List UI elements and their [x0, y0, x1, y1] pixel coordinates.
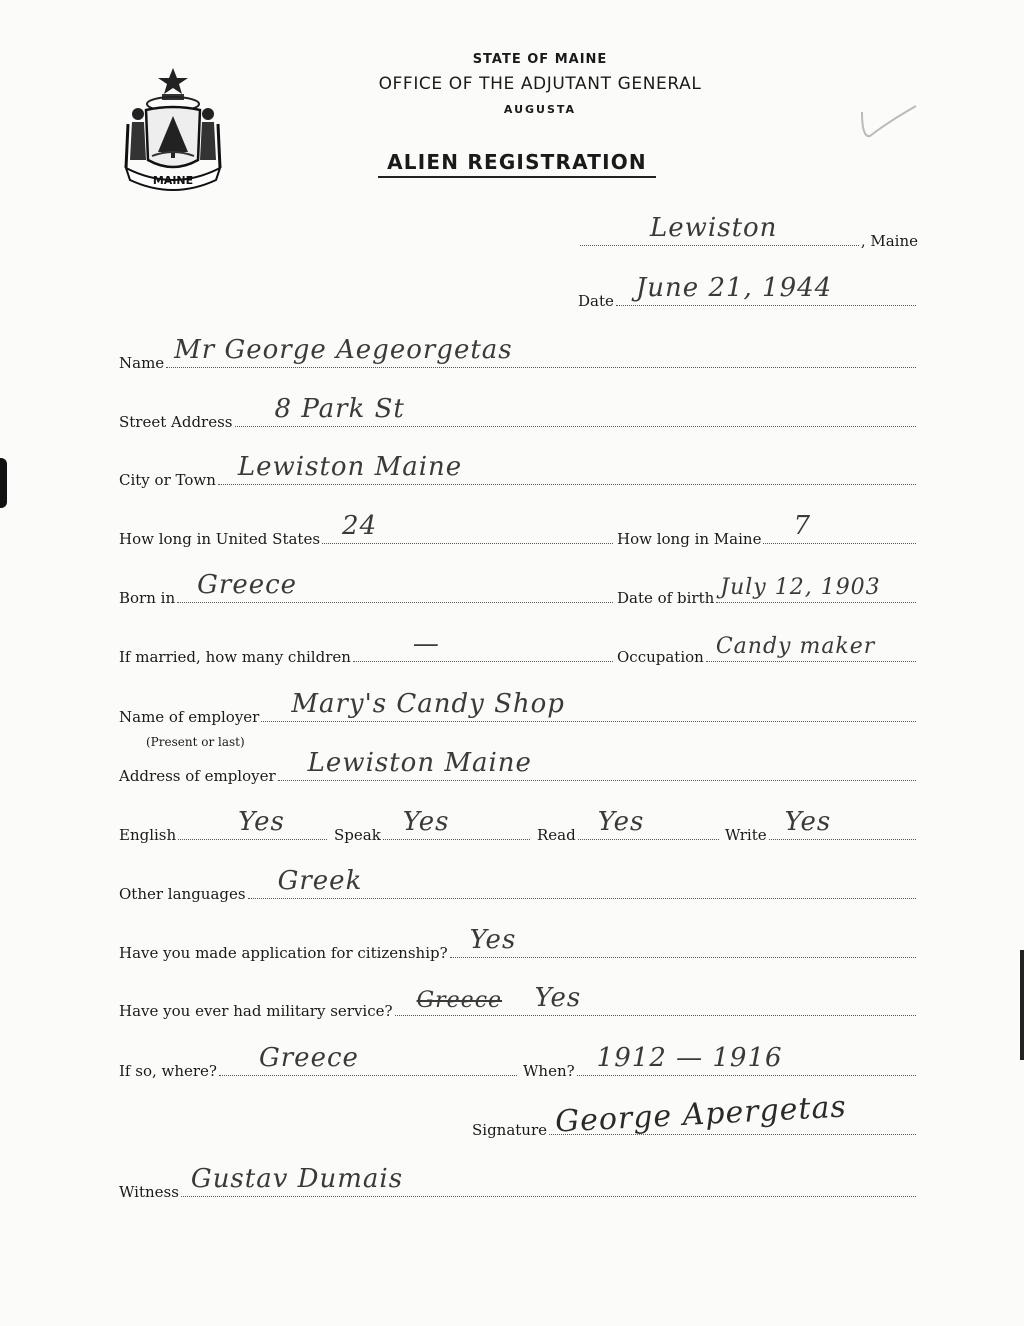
employer-row	[119, 689, 918, 726]
occupation-label: Occupation	[617, 648, 704, 666]
occupation-value: Candy maker	[715, 634, 876, 659]
date-row	[578, 273, 918, 310]
other-languages-line	[248, 866, 916, 899]
signature-row	[472, 1089, 918, 1140]
date-line	[616, 273, 916, 306]
citizenship-value: Yes	[469, 925, 517, 955]
street-row	[119, 394, 918, 431]
when-label: When?	[523, 1062, 575, 1080]
how-long-maine-row	[617, 511, 918, 548]
read-value: Yes	[597, 807, 645, 837]
write-row	[725, 807, 918, 844]
city-row	[119, 452, 918, 489]
where-value: Greece	[258, 1043, 359, 1073]
born-in-row	[119, 570, 615, 607]
city-line	[218, 452, 916, 485]
other-languages-value: Greek	[277, 866, 363, 896]
header-city: AUGUSTA	[503, 103, 577, 116]
military-struck-value: Greece	[416, 988, 503, 1013]
military-row	[119, 983, 918, 1020]
english-row	[119, 807, 329, 844]
born-in-value: Greece	[197, 570, 298, 600]
where-label: If so, where?	[119, 1062, 217, 1080]
where-row	[119, 1043, 519, 1080]
write-value: Yes	[784, 807, 832, 837]
name-line	[166, 335, 916, 368]
read-label: Read	[537, 826, 576, 844]
military-label: Have you ever had military service?	[119, 1002, 393, 1020]
name-label: Name	[119, 354, 165, 372]
how-long-maine-line	[763, 511, 916, 544]
born-in-label: Born in	[119, 589, 176, 607]
children-label: If married, how many children	[119, 648, 351, 666]
scan-edge-right	[1020, 950, 1024, 1060]
witness-line	[181, 1164, 916, 1197]
street-line	[235, 394, 916, 427]
employer-address-value: Lewiston Maine	[307, 748, 532, 778]
citizenship-label: Have you made application for citizenship?	[119, 944, 448, 962]
how-long-us-label: How long in United States	[119, 530, 321, 548]
location-row	[578, 213, 918, 250]
read-row	[537, 807, 721, 844]
other-languages-row	[119, 866, 918, 903]
born-in-line	[177, 570, 613, 603]
where-line	[219, 1043, 517, 1076]
date-of-birth-value: July 12, 1903	[720, 575, 881, 600]
speak-row	[334, 807, 532, 844]
english-label: English	[119, 826, 177, 844]
occupation-row	[617, 634, 918, 666]
scan-edge-left	[0, 458, 7, 508]
employer-label: Name of employer	[119, 708, 260, 726]
state-seal-icon	[118, 64, 228, 192]
other-languages-label: Other languages	[119, 885, 246, 903]
employer-address-label: Address of employer	[119, 767, 276, 785]
location-suffix: , Maine	[860, 232, 918, 250]
date-value: June 21, 1944	[635, 273, 833, 303]
header-state: STATE OF MAINE	[472, 52, 608, 67]
write-line	[769, 807, 916, 840]
how-long-us-value: 24	[342, 511, 378, 541]
when-row	[523, 1043, 918, 1080]
employer-address-line	[278, 748, 916, 781]
write-label: Write	[725, 826, 767, 844]
header-office: OFFICE OF THE ADJUTANT GENERAL	[378, 74, 702, 94]
citizenship-row	[119, 925, 918, 962]
occupation-line	[706, 634, 916, 662]
location-line	[580, 213, 859, 246]
location-value: Lewiston	[650, 213, 778, 243]
when-value: 1912 — 1916	[596, 1043, 783, 1073]
employer-sublabel: (Present or last)	[146, 735, 245, 749]
employer-line	[261, 689, 916, 722]
form-title: ALIEN REGISTRATION	[378, 150, 656, 178]
when-line	[577, 1043, 916, 1076]
signature-line	[549, 1089, 916, 1140]
children-value: —	[412, 629, 440, 659]
city-label: City or Town	[119, 471, 216, 489]
witness-row	[119, 1164, 918, 1201]
english-line	[178, 807, 327, 840]
date-of-birth-row	[617, 575, 918, 607]
military-line	[395, 983, 916, 1016]
date-of-birth-label: Date of birth	[617, 589, 715, 607]
name-row	[119, 335, 918, 372]
speak-line	[383, 807, 530, 840]
signature-label: Signature	[472, 1121, 548, 1139]
svg-text:MAINE: MAINE	[152, 174, 194, 187]
english-value: Yes	[238, 807, 285, 837]
signature-value: George Apergetas	[554, 1089, 848, 1140]
employer-value: Mary's Candy Shop	[291, 689, 565, 719]
city-value: Lewiston Maine	[237, 452, 463, 482]
citizenship-line	[450, 925, 916, 958]
read-line	[578, 807, 719, 840]
date-label: Date	[578, 292, 614, 310]
check-mark-icon	[858, 102, 920, 142]
how-long-us-line	[322, 511, 613, 544]
children-row	[119, 629, 615, 666]
speak-label: Speak	[334, 826, 381, 844]
speak-value: Yes	[402, 807, 450, 837]
name-value: Mr George Aegeorgetas	[174, 335, 513, 365]
witness-label: Witness	[119, 1183, 179, 1201]
children-line	[353, 629, 613, 662]
employer-address-row	[119, 748, 918, 785]
street-label: Street Address	[119, 413, 233, 431]
how-long-us-row	[119, 511, 615, 548]
how-long-maine-label: How long in Maine	[617, 530, 762, 548]
street-value: 8 Park St	[274, 394, 405, 424]
date-of-birth-line	[716, 575, 916, 603]
how-long-maine-value: 7	[793, 511, 811, 541]
military-value: Yes	[534, 983, 582, 1013]
witness-value: Gustav Dumais	[190, 1164, 404, 1194]
